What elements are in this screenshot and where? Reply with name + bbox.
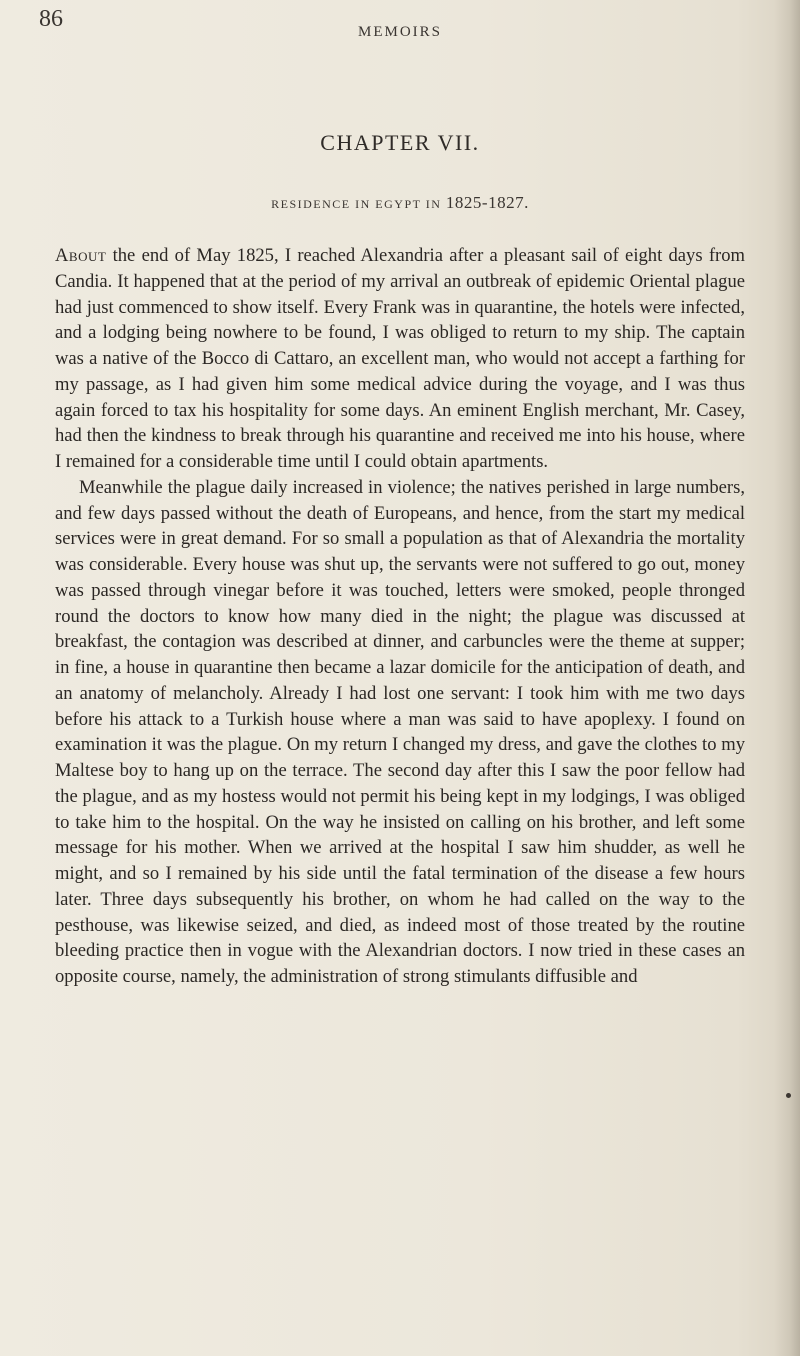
ink-spot — [786, 1093, 791, 1098]
paragraph-1 — [55, 243, 745, 475]
paragraph-2-text: Meanwhile the plague daily increased in violence; the natives perished in large numbers, and few days passed without the death of Europeans, and hence, from the start my medical services were in great demand. For so small a population as that of Alexandria the mortality was considerable. Every house was shut up, the servants were not suffered to go out, money was passed through vinegar before it was touched, letters were smoked, people thronged round the doctors to know how many died in the night; the plague was discussed at breakfast, the contagion was described at dinner, and carbuncles were the theme at supper; in fine, a house in quarantine then became a lazar domicile for the anticipation of death, and an anatomy of melancholy. Already I had lost one servant: I took him with me two days before his attack to a Turkish house where a man was said to have apoplexy. I found on examination it was the plague. On my return I changed my dress, and gave the clothes to my Maltese boy to hang up on the terrace. The second day after this I saw the poor fellow had the plague, and as my hostess would not permit his being kept in my lodgings, I was obliged to take him to the hospital. On the way he insisted on calling on his brother, and left some message for his mother. When we arrived at the hospital I saw him shudder, as well he might, and so I remained by his side until the fatal termination of the disease a few hours later. Three days subsequently his brother, on whom he had called on the way to the pesthouse, was likewise seized, and died, as indeed most of those treated by the routine bleeding practice then in vogue with the Alexandrian doctors. I now tried in these cases an opposite course, namely, the administration of strong stimulants diffusible and — [55, 476, 745, 987]
paragraph-2 — [55, 475, 745, 990]
chapter-title: CHAPTER VII. — [320, 130, 480, 155]
chapter-subtitle — [0, 193, 800, 213]
page-number: 86 — [39, 6, 63, 32]
body-text — [55, 243, 745, 990]
paragraph-lead-word: About — [55, 245, 107, 266]
running-head: MEMOIRS — [357, 24, 442, 40]
paragraph-1-text: the end of May 1825, I reached Alexandria after a pleasant sail of eight days from Candia. It happened that at the period of my arrival an outbreak of epidemic Oriental plague had just commenced to show itself. Every Frank was in quarantine, the hotels were infected, and a lodging being nowhere to be found, I was obliged to return to my ship. The captain was a native of the Bocco di Cattaro, an excellent man, who would not accept a farthing for my passage, as I had given him some medical advice during the voyage, and I was thus again forced to tax his hospitality for some days. An eminent English merchant, Mr. Casey, had then the kindness to break through his quarantine and received me into his house, where I remained for a considerable time until I could obtain apartments. — [55, 245, 745, 472]
chapter-subtitle-prefix: RESIDENCE IN EGYPT IN — [271, 197, 442, 211]
chapter-subtitle-years: 1825-1827. — [445, 193, 529, 212]
